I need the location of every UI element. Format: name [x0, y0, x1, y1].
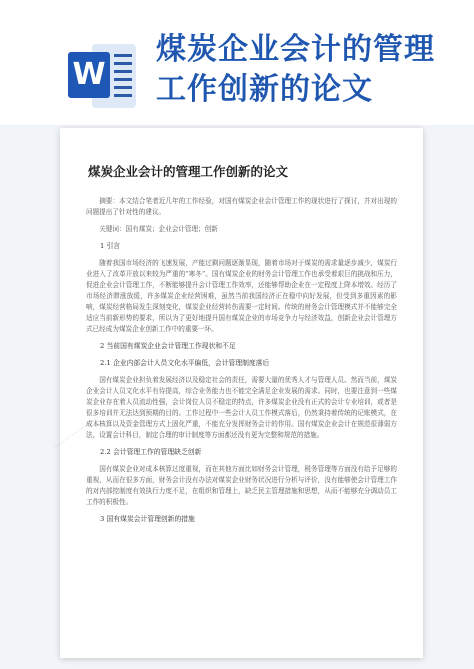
- word-logo: W: [68, 52, 110, 98]
- subsection-heading: 2.2 会计管理工作的管理缺乏创新: [100, 448, 202, 456]
- section-heading: 3 国有煤炭会计管理创新的措施: [100, 515, 195, 523]
- text-line-icon: [114, 94, 132, 97]
- document-title: 煤炭企业会计的管理工作创新的论文: [88, 164, 289, 179]
- keywords-paragraph: 关键词：国有煤炭；企业会计管理；创新: [99, 225, 218, 233]
- subsection-heading: 2.1 企业内部会计人员文化水平偏低，会计管理制度落后: [100, 359, 270, 367]
- text-line-icon: [114, 78, 132, 81]
- text-line-icon: [114, 62, 132, 65]
- text-line-icon: [114, 54, 132, 57]
- watermark-pattern: ┈┈┈┈┈┈┈┈┈┈┈┈┈: [52, 413, 103, 451]
- page-title: 煤炭企业会计的管理工作创新的论文: [156, 32, 435, 107]
- title-banner: [0, 0, 474, 125]
- body-paragraph: 国有煤炭企业对成本核算过度重视，而在其他方面比如财务会计管理，税务管理等方面没有给予足够的重视，从而在很多方面，财务会计没有办法对煤炭企业财务状况进行分析与评价，没有能够使会计管理工作的对内部控制度有效执行力度不足，在组织和管理上，缺乏民主管理措施和思想，从而不能够充分调动员工工作的积极性。: [86, 465, 397, 506]
- document-preview: [52, 128, 423, 658]
- body-paragraph: 随着我国市场经济的飞速发展，产能过剩问题逐渐显现，随着市场对于煤炭的需求量逐步减少，煤炭行业进入了改革开放以来较为严重的“寒冬”。国有煤炭企业的财务会计管理工作也承受着艰巨的挑战和压力，促进企业会计管理工作，不断能够提升会计管理工作效率，还能够帮助企业在一定程度上降本增效。经历了市场经济滞涨放缓，许多煤炭企业经营困难，虽然当前我国经济正在稳中向好发展，但受到多重因素的影响，煤炭经营格局发生深刻变化，煤炭企业经营转伤需要一定时间。传统的财务会计管理模式并不能够完全适应当前新形势的要求，所以为了更好地提升国有煤炭企业的市场竞争力与经济效益，创新企业会计管理方式已经成为煤炭企业创新工作中的重要一环。: [86, 259, 397, 333]
- text-line-icon: [114, 70, 132, 73]
- word-document-icon: [68, 44, 138, 108]
- text-line-icon: [114, 86, 132, 89]
- section-heading: 1 引言: [100, 242, 121, 250]
- section-heading: 2 当前国有煤炭企业会计管理工作现状和不足: [100, 342, 236, 350]
- body-paragraph: 国有煤炭企业担负着发展经济以及稳定社会的责任，需要大量的优秀人才与管理人员。然而当前，煤炭企业会计人员文化水平有待提高，综合业务能力也不能完全满足企业发展的需求。同时，也要注意到一些煤炭企业存在着人员流动性强，会计岗位人员不稳定的特点，许多煤炭企业没有正式的会计专业培训，或者是很多培训并无法达到预期的目的。工作过程中一些会计人员工作模式落后，仍然秉持着传统的记账模式，在成本核算以及资金管理方式上固化严重，不能充分发挥财务会计的作用。国有煤炭企业会计在规范很薄弱方法，设置会计科目，制定合理的审计制度等方面都还没有更为完整和规范的措施。: [86, 376, 397, 439]
- abstract-paragraph: 摘要：本文结合笔者近几年的工作经验，对国有煤炭企业会计管理工作的现状进行了探讨，并对出现的问题提出了针对性的建议。: [86, 197, 397, 216]
